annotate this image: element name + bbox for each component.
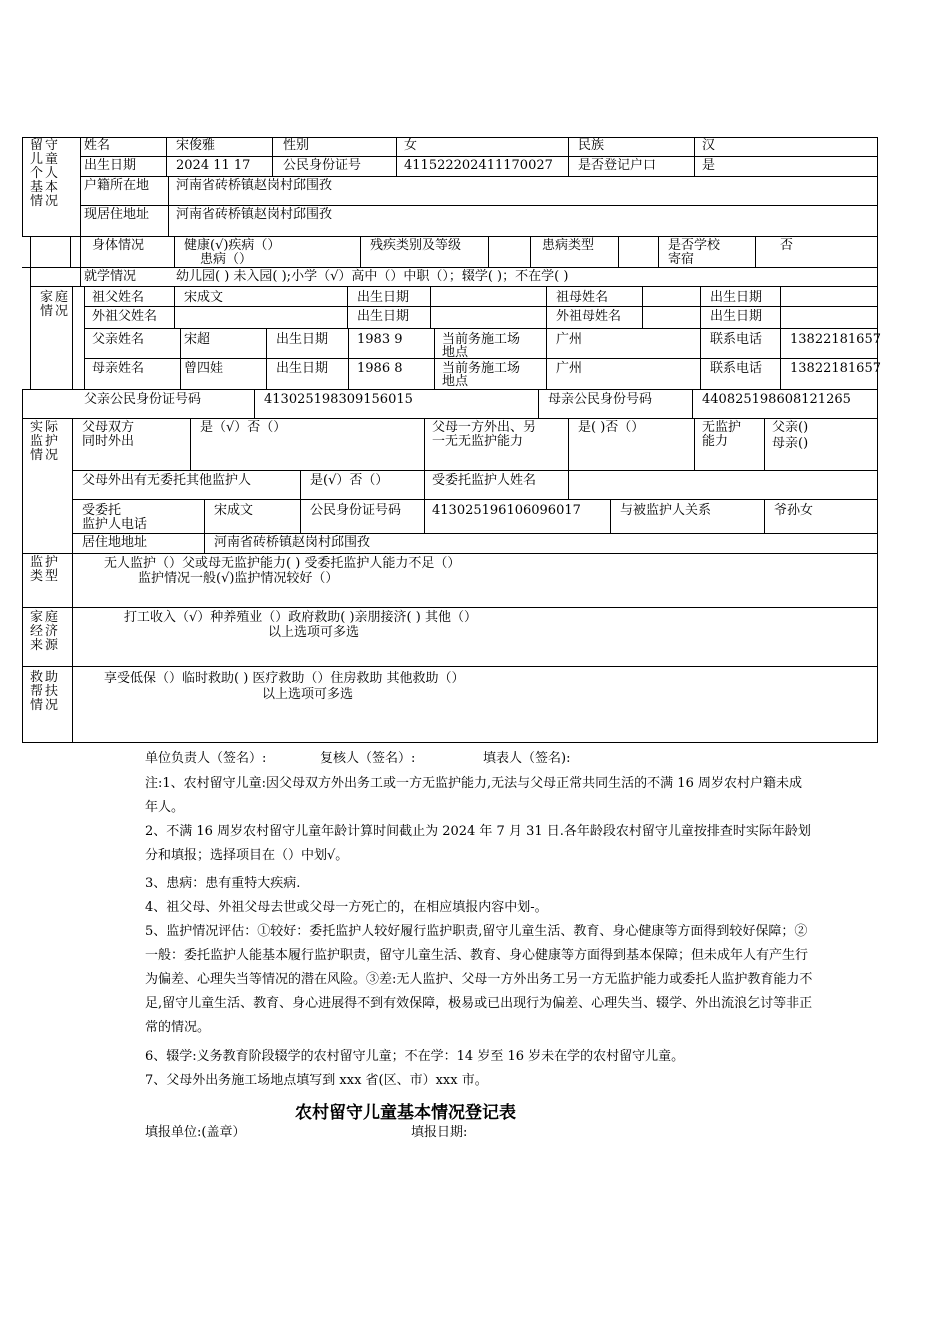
- hukou-reg-label: 是否登记户口: [578, 158, 657, 173]
- child-gender: 女: [404, 138, 418, 153]
- rule: [72, 418, 73, 743]
- father-birth: 1983 9: [357, 332, 403, 347]
- other-guardian-label: 父母外出有无委托其他监护人: [82, 473, 252, 488]
- rule: [568, 418, 569, 470]
- rule: [80, 137, 81, 236]
- rule: [22, 236, 878, 237]
- rule: [424, 499, 425, 533]
- child-id: 411522202411170027: [404, 158, 553, 173]
- both-out-label-2: 同时外出: [82, 434, 135, 449]
- rule: [642, 286, 643, 328]
- form-title: 农村留守儿童基本情况登记表: [295, 1103, 516, 1123]
- rule: [694, 418, 695, 470]
- relation-value: 爷孙女: [774, 503, 814, 518]
- rule: [72, 533, 878, 534]
- rule: [174, 236, 175, 267]
- rule: [546, 328, 547, 389]
- rule: [694, 137, 695, 176]
- one-out-value: 是( )否（）: [578, 420, 645, 435]
- current-addr-label: 现居住地址: [84, 207, 150, 222]
- rule: [22, 666, 878, 667]
- rule: [348, 328, 349, 389]
- rule: [755, 236, 756, 267]
- id-label: 公民身份证号: [283, 158, 362, 173]
- mother-birth: 1986 8: [357, 361, 403, 376]
- mother-work-label: 当前务施工场: [442, 361, 521, 376]
- trustee-id-label: 公民身份证号码: [310, 503, 402, 518]
- child-ethnicity: 汉: [702, 138, 716, 153]
- one-out-label: 父母一方外出、另: [432, 420, 537, 435]
- rule: [347, 286, 348, 328]
- health-label: 身体情况: [92, 238, 145, 253]
- child-birth: 2024 11 17: [176, 158, 251, 173]
- trustee-name: 宋成文: [214, 503, 254, 518]
- rule: [424, 418, 425, 470]
- rule: [84, 328, 878, 329]
- rule: [700, 328, 701, 389]
- grandpa-name: 宋成文: [184, 290, 224, 305]
- rule: [546, 286, 547, 328]
- rule: [658, 236, 659, 267]
- grandma-birth-label: 出生日期: [710, 290, 763, 305]
- rule: [266, 328, 267, 389]
- sign-reviewer: 复核人（签名）:: [320, 751, 416, 766]
- rule: [22, 418, 878, 419]
- boarding-label: 是否学校: [668, 238, 721, 253]
- child-hukou-addr: 河南省砖桥镇赵岗村邱围孜: [176, 178, 333, 193]
- rule: [780, 286, 781, 328]
- rule: [538, 389, 539, 418]
- rule: [80, 176, 878, 177]
- rule: [84, 286, 85, 389]
- no-ability-label-2: 能力: [702, 434, 729, 449]
- income-line2: 以上选项可多选: [268, 625, 360, 640]
- section-guard-type: 监护类型: [30, 555, 61, 584]
- health-illness: 患病（）: [200, 252, 253, 267]
- rule: [72, 470, 878, 471]
- rule: [396, 137, 397, 176]
- section-family: 家庭情况: [40, 290, 71, 319]
- footer-unit: 填报单位:(盖章）: [145, 1125, 246, 1140]
- guard-type-line2: 监护情况一般(√)监护情况较好（）: [138, 571, 339, 586]
- name-label: 姓名: [84, 138, 111, 153]
- one-out-label-2: 一无无监护能力: [432, 434, 524, 449]
- grandpa-birth-label: 出生日期: [357, 290, 410, 305]
- mother-work-label-2: 地点: [442, 374, 469, 389]
- father-option: 父亲(): [772, 420, 809, 435]
- father-work-label-2: 地点: [442, 345, 469, 360]
- rule: [84, 306, 878, 307]
- note-3: 3、患病：患有重特大疾病.: [145, 876, 301, 891]
- father-phone: 13822181657: [790, 332, 881, 347]
- boarding-label-2: 寄宿: [668, 252, 695, 267]
- rule: [700, 286, 701, 328]
- trustee-name-label: 受委托监护人姓名: [432, 473, 537, 488]
- child-current-addr: 河南省砖桥镇赵岗村邱围孜: [176, 207, 333, 222]
- father-id: 413025198309156015: [264, 392, 413, 407]
- rule: [22, 742, 878, 743]
- mother-phone: 13822181657: [790, 361, 881, 376]
- gender-label: 性别: [283, 138, 310, 153]
- sign-unit: 单位负责人（签名）:: [145, 751, 267, 766]
- disease-type-label: 患病类型: [542, 238, 595, 253]
- other-guardian-value: 是(√）否（）: [310, 473, 389, 488]
- note-1: 注:1、农村留守儿童:因父母双方外出务工或一方无监护能力,无法与父母正常共同生活的不满 16 周岁农村户籍未成年人。: [145, 776, 802, 815]
- child-hukou-reg: 是: [702, 158, 716, 173]
- mother-phone-label: 联系电话: [710, 361, 763, 376]
- rule: [360, 236, 361, 267]
- footer-date: 填报日期:: [411, 1125, 468, 1140]
- rule: [692, 389, 693, 418]
- no-ability-label: 无监护: [702, 420, 742, 435]
- note-6: 6、辍学:义务教育阶段辍学的农村留守儿童；不在学：14 岁至 16 岁未在学的农村留守儿童。: [145, 1049, 685, 1064]
- rule: [434, 328, 435, 389]
- rule: [22, 137, 23, 236]
- rule: [530, 236, 531, 267]
- aid-line1: 享受低保（）临时救助( ) 医疗救助（）住房救助 其他救助（）: [104, 671, 465, 686]
- rule: [168, 176, 169, 236]
- grandma-label: 祖母姓名: [556, 290, 609, 305]
- rule: [180, 328, 181, 389]
- birth-label: 出生日期: [84, 158, 137, 173]
- rule: [190, 418, 191, 470]
- mgrandma-birth-label: 出生日期: [710, 309, 763, 324]
- mother-work: 广州: [556, 361, 583, 376]
- mother-option: 母亲(): [772, 436, 809, 451]
- income-line1: 打工收入（√）种养殖业（）政府救助( )亲朋接济( ) 其他（）: [124, 610, 477, 625]
- trustee-id: 413025196106096017: [432, 503, 581, 518]
- guardian-addr-label: 居住地地址: [82, 535, 148, 550]
- trustee-label: 受委托: [82, 503, 122, 518]
- rule: [424, 470, 425, 499]
- father-name: 宋超: [184, 332, 211, 347]
- trustee-phone-label: 监护人电话: [82, 517, 148, 532]
- ethnicity-label: 民族: [578, 138, 605, 153]
- rule: [568, 470, 569, 499]
- health-value: 健康(√)疾病（）: [184, 238, 281, 253]
- rule: [272, 137, 273, 176]
- sign-filler: 填表人（签名):: [483, 751, 571, 766]
- section-guardian: 实际监护情况: [30, 420, 61, 463]
- father-id-label: 父亲公民身份证号码: [84, 392, 202, 407]
- relation-label: 与被监护人关系: [620, 503, 712, 518]
- rule: [22, 553, 878, 554]
- rule: [22, 607, 878, 608]
- mgrandma-label: 外祖母姓名: [556, 309, 622, 324]
- father-birth-label: 出生日期: [276, 332, 329, 347]
- note-7: 7、父母外出务施工场地点填写到 xxx 省(区、市）xxx 市。: [145, 1073, 488, 1088]
- section-income: 家庭经济来源: [30, 610, 61, 653]
- rule: [488, 236, 489, 267]
- hukou-addr-label: 户籍所在地: [84, 178, 150, 193]
- rule: [22, 389, 23, 743]
- rule: [610, 499, 611, 533]
- section-aid: 救助帮扶情况: [30, 670, 61, 713]
- rule: [254, 389, 255, 418]
- aid-line2: 以上选项可多选: [262, 687, 354, 702]
- mother-label: 母亲姓名: [92, 361, 145, 376]
- rule: [430, 286, 431, 328]
- rule: [22, 389, 878, 390]
- disability-label: 残疾类别及等级: [370, 238, 462, 253]
- rule: [166, 137, 167, 176]
- school-value: 幼儿园( ) 未入园( );小学（√）高中（）中职（）；辍学( )；不在学( ): [176, 269, 569, 284]
- rule: [764, 418, 765, 470]
- rule: [84, 358, 878, 359]
- rule: [72, 499, 878, 500]
- rule: [80, 156, 878, 157]
- rule: [618, 236, 619, 267]
- rule: [568, 137, 569, 176]
- rule: [204, 499, 205, 553]
- father-work: 广州: [556, 332, 583, 347]
- mother-id-label: 母亲公民身份号码: [548, 392, 653, 407]
- note-5: 5、监护情况评估：①较好：委托监护人较好履行监护职责,留守儿童生活、教育、身心健康等方面得到较好保障；②一般：委托监护人能基本履行监护职责，留守儿童生活、教育、身心健康等方面得到基本保障；但未成年人有产生行为偏差、心理失当等情况的潜在风险。③差:无人监护、父母一方外出务工另一方无监护能力或委托人监护教育能力不足,留守儿童生活、教育、身心进展得不到有效保障，极易或已出现行为偏差、心理失当、辍学、外出流浪乞讨等非正常的情况。: [145, 924, 813, 1035]
- child-name: 宋俊雅: [176, 138, 216, 153]
- father-work-label: 当前务施工场: [442, 332, 521, 347]
- rule: [22, 137, 878, 138]
- mgrandpa-label: 外祖父姓名: [92, 309, 158, 324]
- rule: [174, 286, 175, 328]
- mother-birth-label: 出生日期: [276, 361, 329, 376]
- section-child-info: 留守儿童个人基本情况: [30, 138, 61, 209]
- rule: [300, 499, 301, 533]
- guard-type-line1: 无人监护（）父或母无监护能力( ) 受委托监护人能力不足（）: [104, 556, 461, 571]
- both-out-value: 是（√）否（）: [200, 420, 287, 435]
- mother-name: 曾四娃: [184, 361, 224, 376]
- note-4: 4、祖父母、外祖父母去世或父母一方死亡的，在相应填报内容中划-。: [145, 900, 548, 915]
- rule: [22, 267, 878, 268]
- rule: [764, 499, 765, 533]
- note-2: 2、不满 16 周岁农村留守儿童年龄计算时间截止为 2024 年 7 月 31 日.各年龄段农村留守儿童按排查时实际年龄划分和填报；选择项目在（）中划√。: [145, 824, 811, 863]
- school-label: 就学情况: [84, 269, 137, 284]
- both-out-label: 父母双方: [82, 420, 135, 435]
- rule: [780, 328, 781, 389]
- rule: [70, 236, 71, 267]
- rule: [300, 470, 301, 499]
- mgrandpa-birth-label: 出生日期: [357, 309, 410, 324]
- father-phone-label: 联系电话: [710, 332, 763, 347]
- mother-id: 440825198608121265: [702, 392, 851, 407]
- rule: [30, 236, 31, 389]
- rule: [80, 236, 81, 286]
- rule: [877, 137, 878, 743]
- boarding-value: 否: [780, 238, 794, 253]
- rule: [80, 205, 878, 206]
- rule: [30, 286, 878, 287]
- father-label: 父亲姓名: [92, 332, 145, 347]
- guardian-addr: 河南省砖桥镇赵岗村邱围孜: [214, 535, 371, 550]
- grandpa-label: 祖父姓名: [92, 290, 145, 305]
